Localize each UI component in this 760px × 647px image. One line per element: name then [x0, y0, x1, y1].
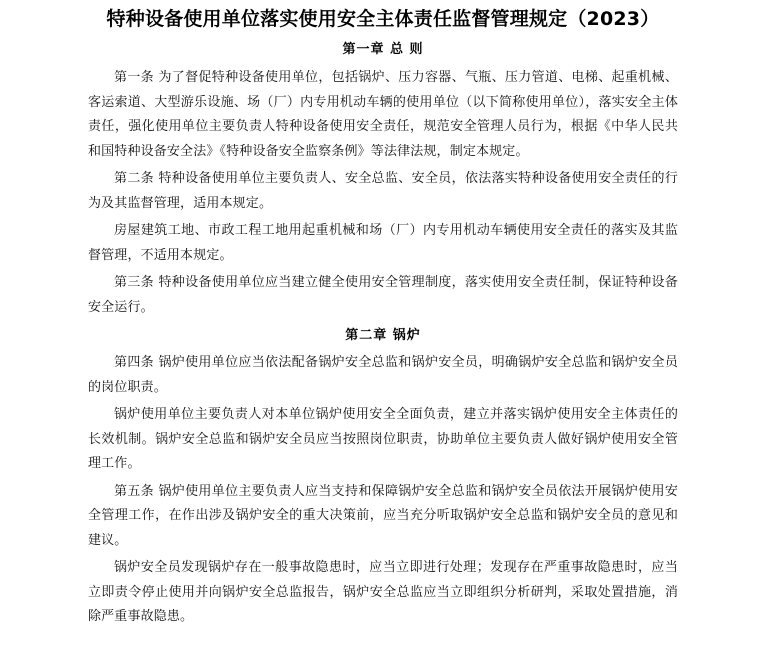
article-2-paragraph: 第二条 特种设备使用单位主要负责人、安全总监、安全员，依法落实特种设备使用安全责任的行为及其监督管理，适用本规定。 — [88, 171, 678, 211]
article-5-paragraph: 第五条 锅炉使用单位主要负责人应当支持和保障锅炉安全总监和锅炉安全员依法开展锅炉使用安全管理工作，在作出涉及锅炉安全的重大决策前，应当充分听取锅炉安全总监和锅炉安全员的意见和建议。 — [88, 483, 678, 548]
article-3-paragraph: 第三条 特种设备使用单位应当建立健全使用安全管理制度，落实使用安全责任制，保证特种设备安全运行。 — [88, 275, 678, 315]
article-2-exclusion-paragraph: 房屋建筑工地、市政工程工地用起重机械和场（厂）内专用机动车辆使用安全责任的落实及其监督管理，不适用本规定。 — [88, 223, 678, 263]
article-4-responsibility-paragraph: 锅炉使用单位主要负责人对本单位锅炉使用安全全面负责，建立并落实锅炉使用安全主体责任的长效机制。锅炉安全总监和锅炉安全员应当按照岗位职责，协助单位主要负责人做好锅炉使用安全管理工作。 — [88, 407, 678, 471]
chapter-2-heading: 第二章 锅炉 — [345, 328, 421, 343]
article-1-paragraph: 第一条 为了督促特种设备使用单位，包括锅炉、压力容器、气瓶、压力管道、电梯、起重机械、客运索道、大型游乐设施、场（厂）内专用机动车辆的使用单位（以下简称使用单位），落实安全主体责任，强化使用单位主要负责人特种设备使用安全责任，规范安全管理人员行为，根据《中华人民共和国特种设备安全法》《特种设备安全监察条例》等法律法规，制定本规定。 — [88, 70, 678, 159]
chapter-1-heading: 第一章 总 则 — [342, 42, 424, 57]
article-5-hazard-paragraph: 锅炉安全员发现锅炉存在一般事故隐患时，应当立即进行处理；发现存在严重事故隐患时，应当立即责令停止使用并向锅炉安全总监报告，锅炉安全总监应当立即组织分析研判，采取处置措施，消除严重事故隐患。 — [88, 560, 678, 624]
article-4-paragraph: 第四条 锅炉使用单位应当依法配备锅炉安全总监和锅炉安全员，明确锅炉安全总监和锅炉安全员的岗位职责。 — [88, 355, 678, 395]
document-title: 特种设备使用单位落实使用安全主体责任监督管理规定（2023） — [106, 8, 660, 30]
